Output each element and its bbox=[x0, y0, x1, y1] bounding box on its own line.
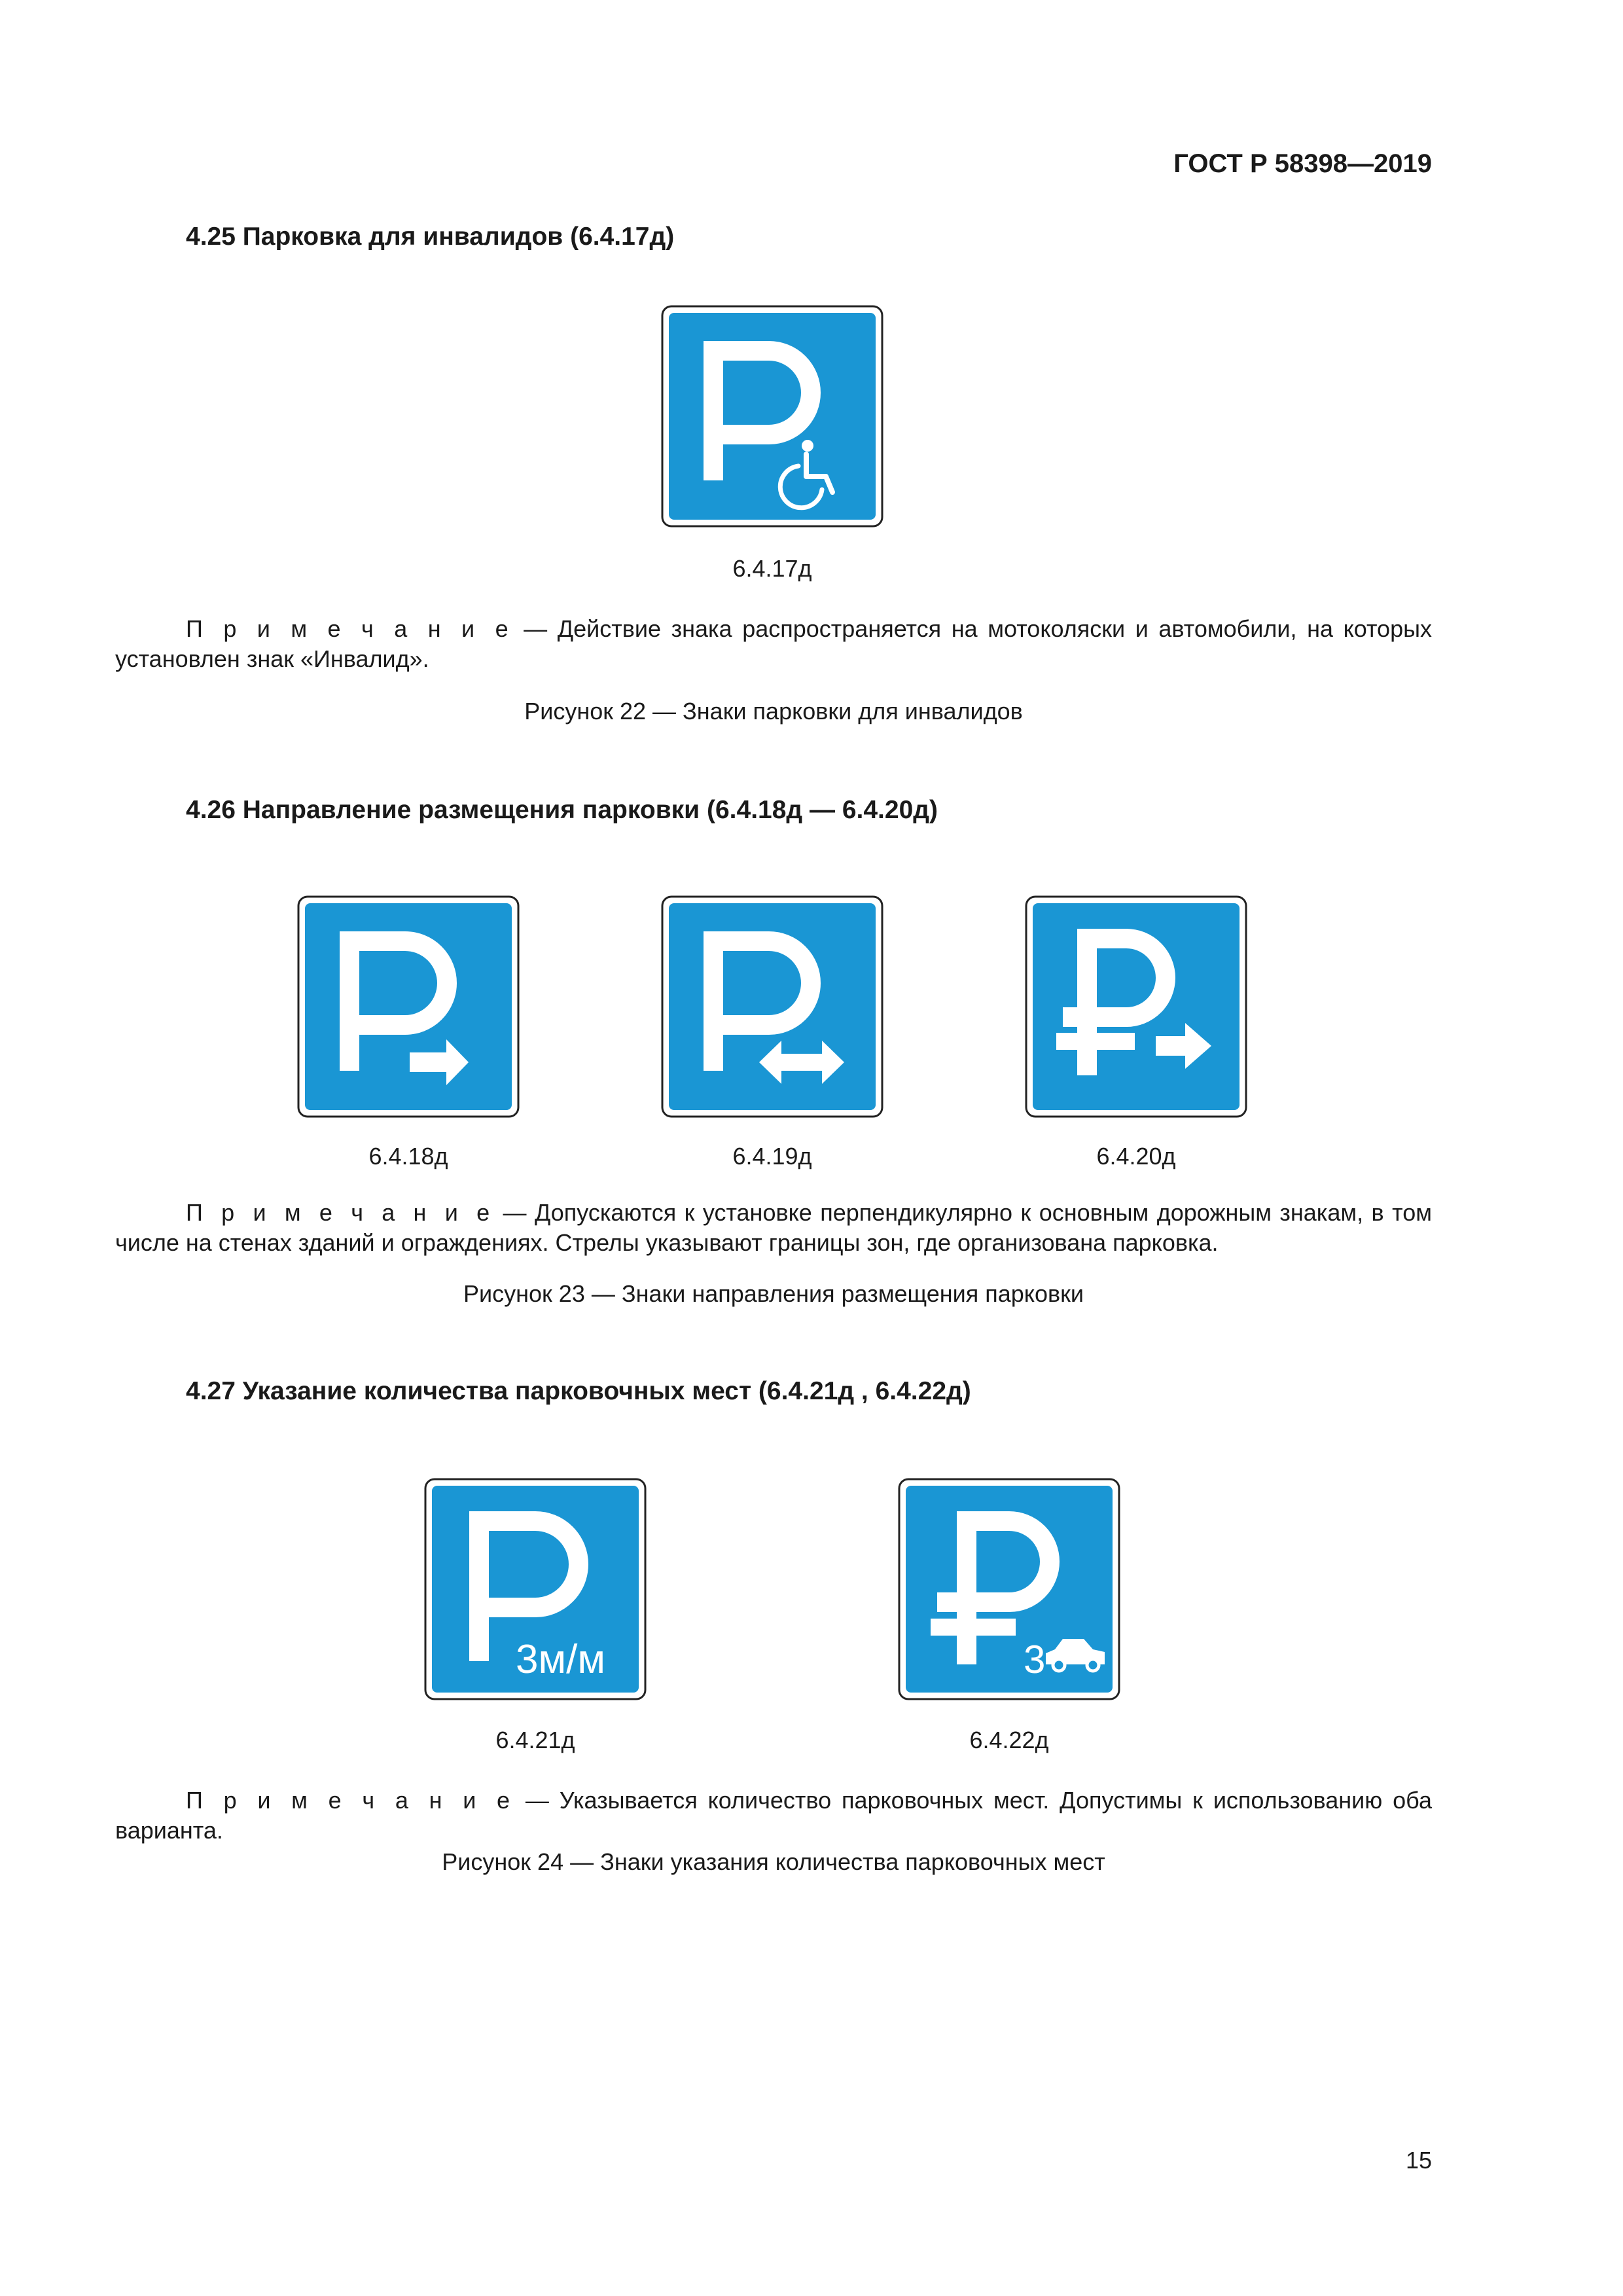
note-label: П р и м е ч а н и е bbox=[186, 1787, 515, 1814]
note-text: — Действие знака распространяется на мотоколяски и автомобили, на которых установлен знак «Инвалид». bbox=[115, 615, 1432, 672]
section-heading-4-27: 4.27 Указание количества парковочных мест (6.4.21д , 6.4.22д) bbox=[186, 1377, 971, 1405]
sign-6-4-17d bbox=[661, 305, 883, 528]
figure-caption-24: Рисунок 24 — Знаки указания количества парковочных мест bbox=[442, 1848, 1105, 1875]
note-4-27 bbox=[115, 1785, 1432, 1846]
section-heading-4-25: 4.25 Парковка для инвалидов (6.4.17д) bbox=[186, 223, 675, 251]
note-4-25 bbox=[115, 614, 1432, 674]
sign-6-4-19d bbox=[661, 895, 883, 1118]
sign-6-4-21d bbox=[424, 1478, 647, 1700]
sign-code-6-4-22d: 6.4.22д bbox=[969, 1727, 1049, 1753]
sign-code-6-4-18d: 6.4.18д bbox=[368, 1143, 448, 1170]
sign-code-6-4-19d: 6.4.19д bbox=[732, 1143, 812, 1170]
note-4-26 bbox=[115, 1198, 1432, 1258]
standard-code: ГОСТ Р 58398—2019 bbox=[1173, 149, 1432, 178]
sign-6-4-18d bbox=[297, 895, 520, 1118]
section-heading-4-26: 4.26 Направление размещения парковки (6.4.18д — 6.4.20д) bbox=[186, 796, 938, 824]
page-number: 15 bbox=[1405, 2147, 1432, 2174]
parking-places-count: 3м/м bbox=[516, 1637, 605, 1682]
note-label: П р и м е ч а н и е bbox=[186, 615, 514, 642]
sign-6-4-22d bbox=[898, 1478, 1120, 1700]
note-text: — Указывается количество парковочных мест. Допустимы к использованию оба варианта. bbox=[115, 1787, 1432, 1844]
sign-code-6-4-21d: 6.4.21д bbox=[495, 1727, 575, 1753]
figure-caption-22: Рисунок 22 — Знаки парковки для инвалидов bbox=[524, 698, 1023, 725]
sign-code-6-4-17d: 6.4.17д bbox=[732, 555, 812, 582]
sign-6-4-20d bbox=[1025, 895, 1247, 1118]
parking-places-count: 3 bbox=[1024, 1638, 1046, 1681]
note-label: П р и м е ч а н и е bbox=[186, 1199, 495, 1226]
sign-code-6-4-20d: 6.4.20д bbox=[1096, 1143, 1176, 1170]
figure-caption-23: Рисунок 23 — Знаки направления размещения парковки bbox=[463, 1280, 1084, 1307]
note-text: — Допускаются к установке перпендикулярно к основным дорожным знакам, в том числе на стенах зданий и ограждениях. Стрелы указывают границы зон, где организована парковка. bbox=[115, 1199, 1432, 1256]
